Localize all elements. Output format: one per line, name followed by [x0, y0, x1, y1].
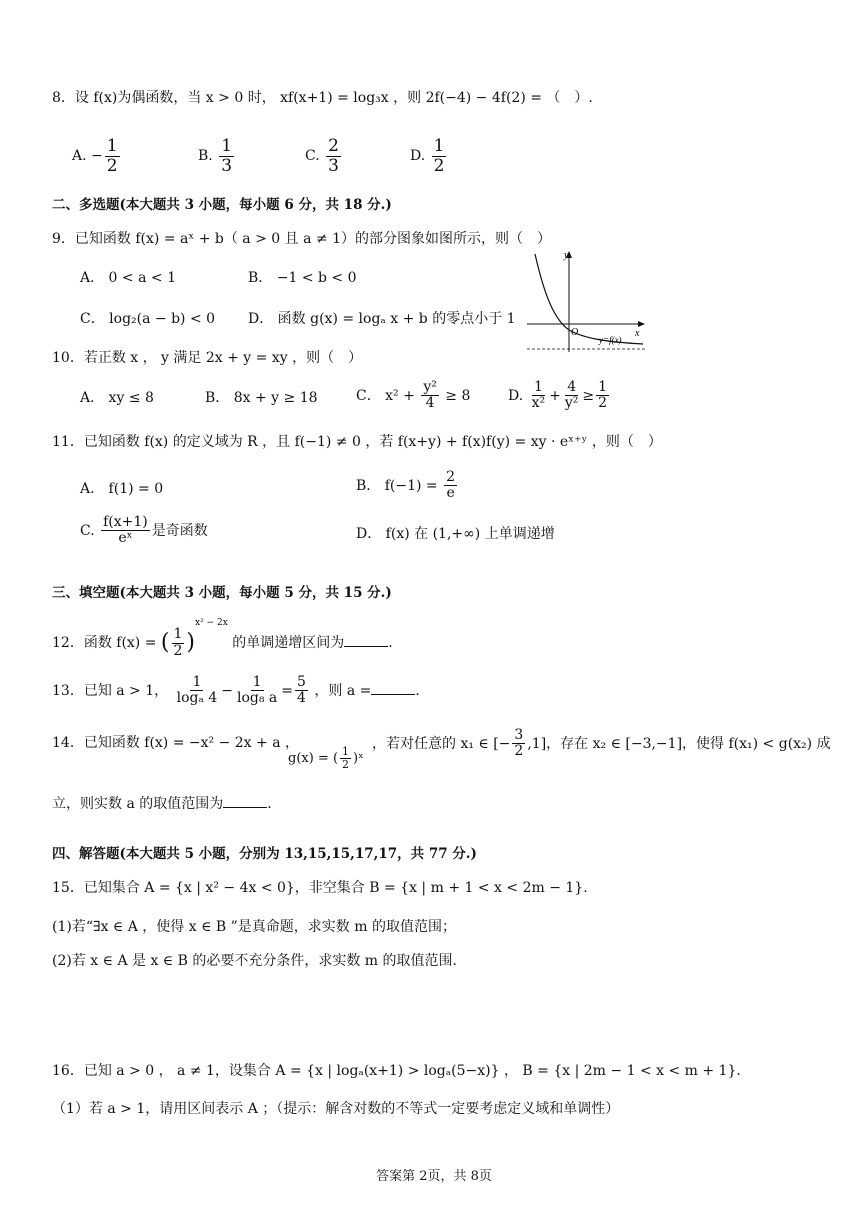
origin-label: O: [571, 327, 579, 338]
exponent: x² − 2x: [195, 618, 228, 628]
option-letter: B.: [198, 148, 213, 165]
fraction-denominator: 2: [173, 642, 183, 659]
question-text: 13．已知 a > 1，: [52, 682, 169, 699]
q11-option-a: A． f(1) = 0: [80, 481, 164, 497]
q14-line2: [52, 795, 272, 813]
punctuation: .: [415, 682, 420, 699]
fraction-denominator: 4: [297, 690, 306, 707]
fraction-denominator: logₐ 4: [176, 690, 218, 707]
punctuation: .: [267, 796, 272, 812]
page-footer: 答案第 2页，共 8页: [376, 1169, 492, 1184]
fraction-numerator: y²: [423, 379, 437, 395]
fraction-numerator: 4: [567, 379, 577, 395]
question-text: ，则 a =: [314, 682, 372, 699]
fraction-denominator: 4: [425, 395, 435, 412]
section-4-heading: 四、解答题(本大题共 5 小题，分别为 13,15,15,17,17，共 77 分.): [52, 846, 477, 862]
q14-g-definition: [288, 746, 364, 771]
q14-part1: 14．已知函数 f(x) = −x² − 2x + a ，: [52, 735, 299, 751]
answer-blank[interactable]: [223, 795, 267, 808]
q11-option-c: [80, 515, 208, 547]
x-axis-label: x: [635, 328, 640, 339]
q12-line: [52, 618, 393, 659]
fraction-numerator: 1: [342, 745, 350, 758]
fraction-numerator: 2: [328, 136, 339, 156]
option-text: 是奇函数: [151, 522, 208, 539]
q9-option-a: A． 0 < a < 1: [80, 270, 176, 286]
fraction-numerator: 1: [173, 626, 183, 643]
fraction-numerator: 5: [297, 674, 306, 690]
question-text: 的单调递增区间为: [232, 635, 345, 651]
q16-stem: 16．已知 a > 0 ， a ≠ 1，设集合 A = {x | logₐ(x+1) > logₐ(5−x)} ， B = {x | 2m − 1 < x < m + 1}.: [52, 1063, 741, 1079]
q9-option-b: B． −1 < b < 0: [248, 270, 357, 286]
q9-stem: 9．已知函数 f(x) = aˣ + b（ a > 0 且 a ≠ 1）的部分图象如图所示，则（ ）: [52, 231, 551, 247]
q11-stem: 11．已知函数 f(x) 的定义域为 R ，且 f(−1) ≠ 0 ，若 f(x+y) + f(x)f(y) = xy · eˣ⁺ʸ ，则（ ）: [52, 434, 662, 450]
fraction-denominator: y²: [564, 395, 579, 412]
section-2-heading: 二、多选题(本大题共 3 小题，每小题 6 分，共 18 分.): [52, 197, 392, 213]
curve-f: [535, 254, 643, 344]
question-text: g(x) = (: [288, 751, 339, 767]
left-paren: (: [160, 629, 170, 655]
q8-option-c: [305, 137, 343, 175]
q14-part2: [372, 728, 831, 760]
option-letter: C.: [305, 148, 320, 165]
option-letter: A.: [72, 148, 87, 165]
fraction-denominator: 2: [342, 758, 350, 772]
q10-option-a: A． xy ≤ 8: [80, 390, 154, 406]
fraction-denominator: log₈ a: [236, 690, 278, 707]
fraction-denominator: 2: [598, 395, 608, 412]
q8-option-d: [410, 137, 448, 175]
option-text: B． f(−1) =: [356, 477, 438, 494]
question-text: )ˣ: [353, 751, 364, 767]
option-text: C． x² +: [356, 387, 415, 404]
fraction-numerator: 3: [514, 727, 524, 743]
fraction-numerator: 1: [598, 379, 608, 395]
fraction-denominator: x²: [531, 395, 546, 412]
fraction-numerator: 1: [433, 136, 445, 156]
fraction-denominator: eˣ: [118, 530, 133, 547]
fraction-numerator: 1: [252, 674, 262, 690]
fraction-denominator: 2: [514, 743, 524, 760]
q15-part1: (1)若“∃x ∈ A ，使得 x ∈ B ”是真命题，求实数 m 的取值范围；: [52, 919, 456, 935]
curve-label: y=f(x): [599, 335, 622, 345]
q13-line: 13．已知 a > 1， $\frac{1}{\text{logₐ 4}}$ − $\frac{1}{\text{log₈ a}}$ = $\frac{5}{4}$ ，则 a = .: [52, 674, 420, 707]
fraction-numerator: 1: [192, 674, 202, 690]
fraction-denominator: 2: [106, 155, 118, 176]
q16-part1: （1）若 a > 1，请用区间表示 A ；（提示：解含对数的不等式一定要考虑定义域和单调性）: [52, 1101, 620, 1117]
q8-stem: 8．设 f(x)为偶函数，当 x > 0 时， xf(x+1) = log₃x ，则 2f(−4) − 4f(2) = （ ）.: [52, 90, 593, 106]
option-letter: C.: [80, 522, 95, 539]
q9-function-graph: [525, 248, 651, 356]
fraction-denominator: 3: [328, 155, 339, 176]
fraction-numerator: 1: [533, 379, 543, 395]
option-letter: D.: [508, 387, 524, 404]
q9-option-d: D． 函数 g(x) = logₐ x + b 的零点小于 1: [248, 311, 516, 327]
fraction-denominator: 2: [433, 155, 445, 176]
q9-option-c: C． log₂(a − b) < 0: [80, 311, 216, 327]
question-text: ，若对任意的 x₁ ∈ [−: [372, 735, 511, 752]
option-sign: −: [91, 148, 103, 165]
fraction-denominator: 3: [221, 155, 233, 176]
q10-stem: 10．若正数 x ， y 满足 2x + y = xy ，则（ ）: [52, 350, 363, 366]
fraction-numerator: 2: [446, 469, 456, 485]
question-text: 立，则实数 a 的取值范围为: [52, 796, 224, 812]
q10-option-b: B． 8x + y ≥ 18: [205, 390, 318, 406]
q10-option-d: D. $\frac{1}{\text{x²}}$ + $\frac{4}{\text{y²}}$ ≥ $\frac{1}{2}$: [508, 379, 608, 412]
fraction-numerator: 1: [221, 136, 233, 156]
section-3-heading: 三、填空题(本大题共 3 小题，每小题 5 分，共 15 分.): [52, 585, 392, 601]
question-text: 12．函数 f(x) =: [52, 635, 157, 651]
q15-part2: (2)若 x ∈ A 是 x ∈ B 的必要不充分条件，求实数 m 的取值范围.: [52, 953, 457, 969]
answer-blank[interactable]: [371, 682, 415, 695]
fraction-numerator: 1: [106, 136, 118, 156]
x-axis-arrow-icon: [638, 321, 645, 327]
q10-option-c: [356, 380, 470, 412]
option-text: ≥ 8: [445, 387, 471, 404]
question-text: ,1]，存在 x₂ ∈ [−3,−1]，使得 f(x₁) < g(x₂) 成: [527, 735, 831, 752]
punctuation: .: [388, 635, 393, 651]
y-axis-label: y: [564, 250, 569, 261]
q8-option-a: [72, 137, 122, 175]
q8-option-b: [198, 137, 236, 175]
fraction-numerator: f(x+1): [103, 514, 148, 530]
q15-stem: 15．已知集合 A = {x | x² − 4x < 0}，非空集合 B = {x | m + 1 < x < 2m − 1}.: [52, 880, 588, 896]
fraction-denominator: e: [446, 485, 455, 502]
q11-option-b: [356, 470, 459, 502]
answer-blank[interactable]: [344, 634, 388, 647]
option-letter: D.: [410, 148, 426, 165]
right-paren: ): [186, 629, 196, 655]
q11-option-d: D． f(x) 在 (1,+∞) 上单调递增: [356, 526, 555, 542]
